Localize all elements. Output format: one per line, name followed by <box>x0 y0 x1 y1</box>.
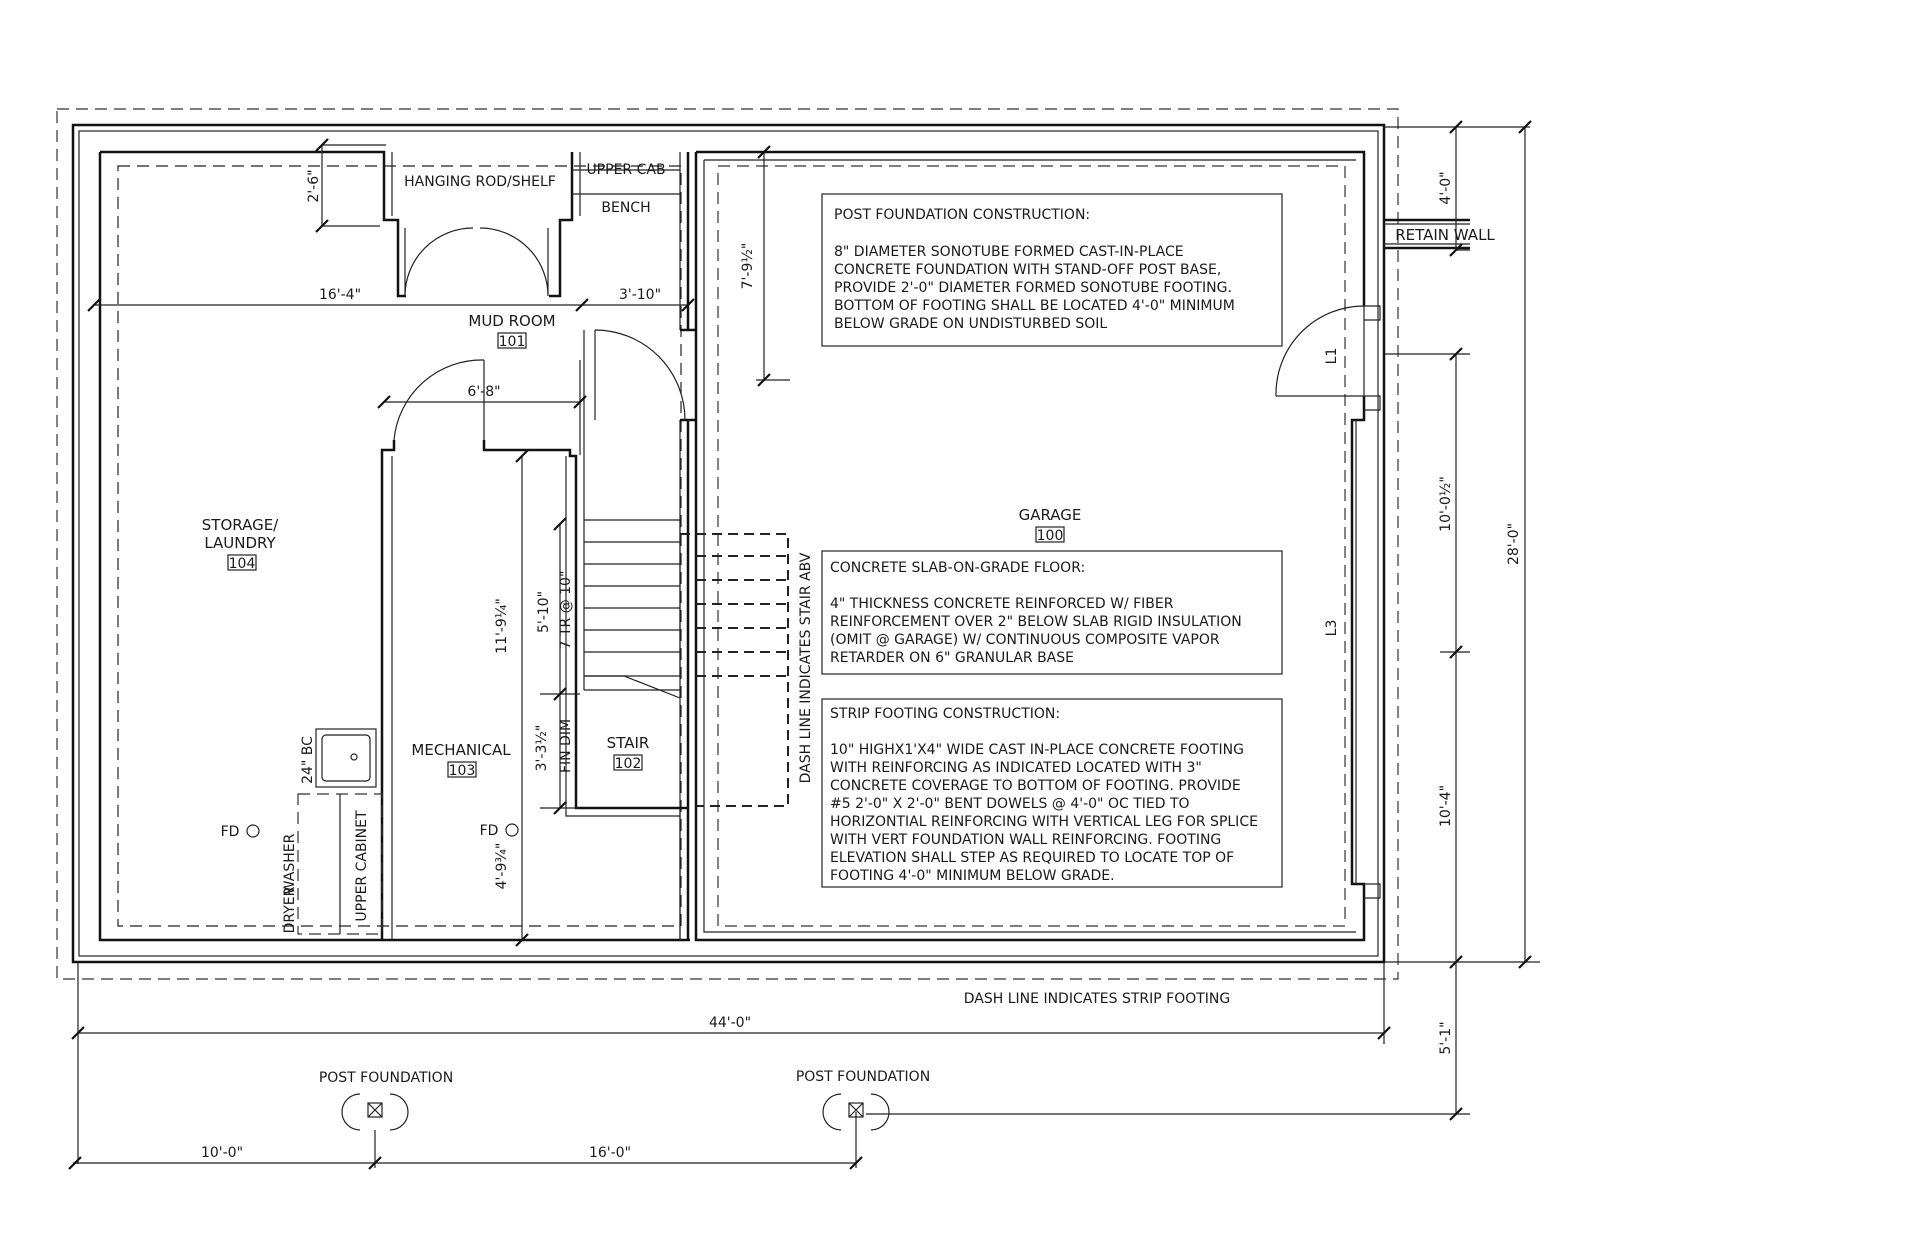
post-foundation-label-2: POST FOUNDATION <box>795 1069 931 1085</box>
dim-4-0: 4'-0" <box>1438 171 1454 205</box>
post-note-line: PROVIDE 2'-0" DIAMETER FORMED SONOTUBE FOOTING. <box>834 280 1232 296</box>
garage-number: 100 <box>1036 528 1064 544</box>
fd-left-label: FD <box>220 824 240 840</box>
upper-cab-label: UPPER CAB <box>586 162 666 178</box>
stair-number: 102 <box>614 756 642 772</box>
stair-name: STAIR <box>606 734 650 752</box>
retain-wall-label: RETAIN WALL <box>1395 226 1495 244</box>
dim-7-9: 7'-9½" <box>740 242 756 290</box>
garage-name: GARAGE <box>1018 506 1082 524</box>
dim-16-4: 16'-4" <box>318 287 362 303</box>
bench-label: BENCH <box>601 200 651 216</box>
dim-3-10: 3'-10" <box>618 287 662 303</box>
hanging-rod-label: HANGING ROD/SHELF <box>404 174 556 190</box>
slab-note-line: (OMIT @ GARAGE) W/ CONTINUOUS COMPOSITE VAPOR <box>830 632 1220 648</box>
bc-label: 24" BC <box>300 736 316 784</box>
stair-note: DASH LINE INDICATES STAIR ABV <box>798 552 814 784</box>
mechanical-number: 103 <box>448 763 476 779</box>
storage-number: 104 <box>228 556 256 572</box>
fd-right-label: FD <box>479 823 499 839</box>
dim-treads: 7 TR @ 10" <box>558 570 574 650</box>
dim-10-4: 10'-4" <box>1438 784 1454 828</box>
strip-note-line: WITH VERT FOUNDATION WALL REINFORCING. FOOTING <box>830 832 1222 848</box>
dryer-label: DRYER <box>282 886 298 934</box>
l1-label: L1 <box>1324 347 1340 365</box>
strip-note-line: WITH REINFORCING AS INDICATED LOCATED WITH 3" <box>830 760 1202 776</box>
storage-name-line1: STORAGE/ <box>201 516 279 534</box>
dim-4-9: 4'-9¾" <box>494 842 510 890</box>
strip-note-line: ELEVATION SHALL STEP AS REQUIRED TO LOCATE TOP OF <box>830 850 1235 866</box>
dim-44-0: 44'-0" <box>708 1015 752 1031</box>
dim-3-3: 3'-3½" <box>534 724 550 772</box>
storage-wing-walls <box>100 152 690 940</box>
storage-name-line2: LAUNDRY <box>204 534 276 552</box>
dim-2-6: 2'-6" <box>306 169 322 203</box>
mud-room-number: 101 <box>498 334 526 350</box>
dim-5-1: 5'-1" <box>1438 1021 1454 1055</box>
dim-11-9: 11'-9¼" <box>494 598 510 654</box>
washer-label: WASHER <box>282 833 298 895</box>
slab-note-line: RETARDER ON 6" GRANULAR BASE <box>830 650 1074 666</box>
upper-cabinet-label: UPPER CABINET <box>354 810 370 922</box>
strip-note-title: STRIP FOOTING CONSTRUCTION: <box>830 706 1061 722</box>
dim-10-0-half: 10'-0½" <box>1438 476 1454 532</box>
slab-note-line: 4" THICKNESS CONCRETE REINFORCED W/ FIBER <box>830 596 1174 612</box>
dim-10-0: 10'-0" <box>200 1145 244 1161</box>
post-note-line: BOTTOM OF FOOTING SHALL BE LOCATED 4'-0" MINIMUM <box>834 298 1235 314</box>
post-foundation-label-1: POST FOUNDATION <box>318 1070 454 1086</box>
strip-footing-dash-note: DASH LINE INDICATES STRIP FOOTING <box>963 991 1231 1007</box>
strip-note-line: #5 2'-0" X 2'-0" BENT DOWELS @ 4'-0" OC TIED TO <box>830 796 1190 812</box>
mud-room-name: MUD ROOM <box>468 312 556 330</box>
fin-dim-label: FIN DIM <box>558 718 574 774</box>
slab-note-title: CONCRETE SLAB-ON-GRADE FLOOR: <box>830 560 1086 576</box>
dim-28-0: 28'-0" <box>1506 522 1522 566</box>
post-note-line: 8" DIAMETER SONOTUBE FORMED CAST-IN-PLACE <box>834 244 1184 260</box>
dim-16-0: 16'-0" <box>588 1145 632 1161</box>
strip-note-line: 10" HIGHX1'X4" WIDE CAST IN-PLACE CONCRETE FOOTING <box>830 742 1244 758</box>
strip-note-line: FOOTING 4'-0" MINIMUM BELOW GRADE. <box>830 868 1115 884</box>
mechanical-name: MECHANICAL <box>411 741 511 759</box>
slab-note-line: REINFORCEMENT OVER 2" BELOW SLAB RIGID INSULATION <box>830 614 1242 630</box>
post-note-line: BELOW GRADE ON UNDISTURBED SOIL <box>834 316 1108 332</box>
l3-label: L3 <box>1324 619 1340 637</box>
post-note-line: CONCRETE FOUNDATION WITH STAND-OFF POST BASE, <box>834 262 1222 278</box>
dim-5-10: 5'-10" <box>536 590 552 634</box>
post-note-title: POST FOUNDATION CONSTRUCTION: <box>834 207 1091 223</box>
strip-note-line: CONCRETE COVERAGE TO BOTTOM OF FOOTING. PROVIDE <box>830 778 1241 794</box>
post-foundation-symbols <box>342 1094 889 1130</box>
strip-note-line: HORIZONTIAL REINFORCING WITH VERTICAL LEG FOR SPLICE <box>830 814 1258 830</box>
interior-walls <box>382 330 696 940</box>
dim-6-8: 6'-8" <box>467 384 501 400</box>
